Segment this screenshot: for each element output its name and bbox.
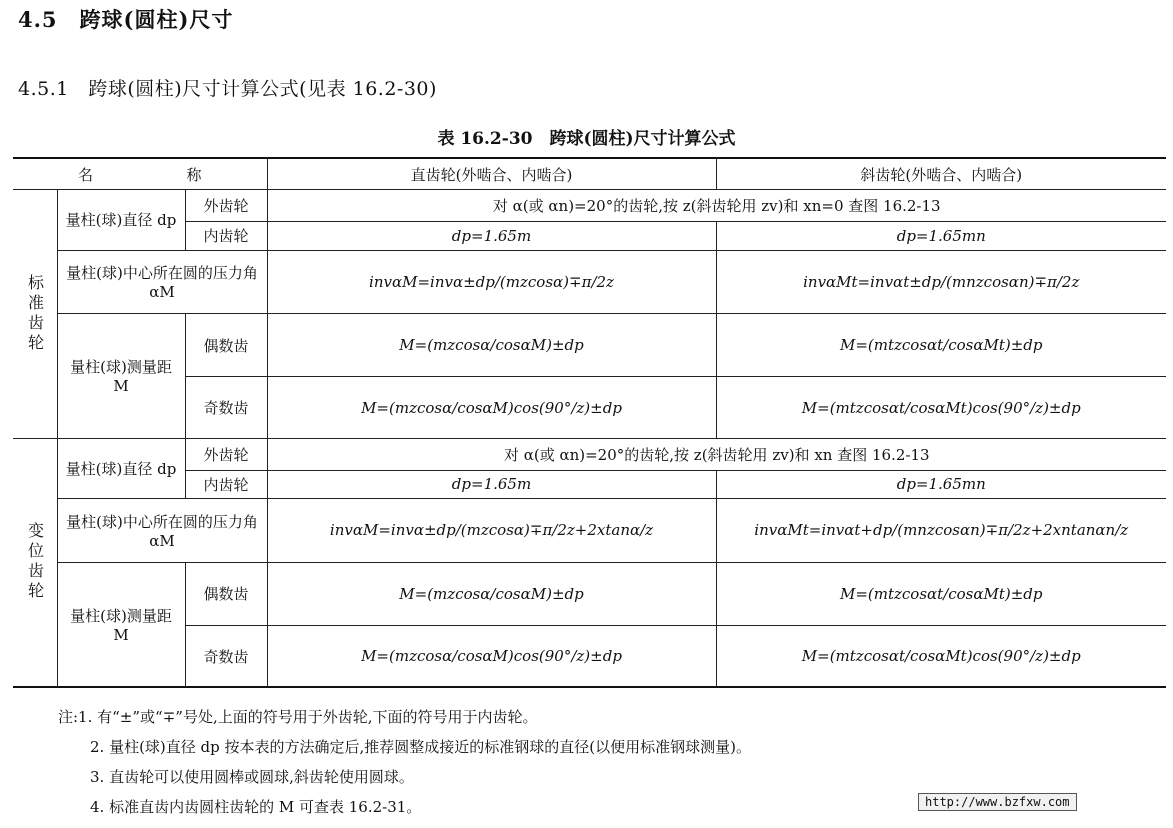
spur-even-formula: M=(mzcosα/cosαM)±dp (267, 562, 716, 625)
table-row (13, 499, 1166, 562)
gear-group-label: 标准齿轮 (13, 190, 57, 439)
gear-measurement-table (13, 157, 1166, 688)
table-row (13, 221, 1166, 250)
subsection-heading: 4.5.1 跨球(圆柱)尺寸计算公式(见表 16.2-30) (18, 78, 437, 100)
helical-internal-value: dp=1.65mn (716, 470, 1166, 499)
odd-teeth-label: 奇数齿 (185, 377, 267, 438)
helical-angle-formula: invαMt=invαt+dp/(mnzcosαn)∓π/2z+2xntanαn/z (716, 499, 1166, 562)
watermark-url: http://www.bzfxw.com (918, 793, 1077, 811)
table-row (13, 438, 1166, 470)
pressure-angle-label: 量柱(球)中心所在圆的压力角 αM (57, 499, 267, 562)
pin-diameter-label: 量柱(球)直径 dp (57, 190, 185, 250)
pressure-angle-label: 量柱(球)中心所在圆的压力角 αM (57, 250, 267, 313)
external-gear-label: 外齿轮 (185, 438, 267, 470)
table-caption: 表 16.2-30 跨球(圆柱)尺寸计算公式 (437, 129, 736, 149)
spur-internal-value: dp=1.65m (267, 470, 716, 499)
helical-odd-formula: M=(mtzcosαt/cosαMt)cos(90°/z)±dp (716, 626, 1166, 687)
external-gear-value: 对 α(或 αn)=20°的齿轮,按 z(斜齿轮用 zv)和 xn 查图 16.2-13 (267, 438, 1166, 470)
note-1: 注:1. 有“±”或“∓”号处,上面的符号用于外齿轮,下面的符号用于内齿轮。 (58, 708, 538, 726)
internal-gear-label: 内齿轮 (185, 221, 267, 250)
external-gear-label: 外齿轮 (185, 190, 267, 222)
helical-even-formula: M=(mtzcosαt/cosαMt)±dp (716, 314, 1166, 377)
note-2: 2. 量柱(球)直径 dp 按本表的方法确定后,推荐圆整成接近的标准钢球的直径(以便用标准钢球测量)。 (90, 738, 752, 756)
even-teeth-label: 偶数齿 (185, 562, 267, 625)
measurement-distance-label: 量柱(球)测量距 M (57, 314, 185, 439)
header-name-first: 名 (77, 165, 93, 184)
header-name-second: 称 (186, 165, 202, 184)
gear-group-label: 变位齿轮 (13, 438, 57, 687)
pin-diameter-label: 量柱(球)直径 dp (57, 438, 185, 498)
table-notes (58, 702, 751, 822)
header-spur: 直齿轮(外啮合、内啮合) (267, 158, 716, 190)
header-name-cell (13, 158, 267, 190)
section-heading: 4.5 跨球(圆柱)尺寸 (18, 7, 234, 32)
spur-odd-formula: M=(mzcosα/cosαM)cos(90°/z)±dp (267, 626, 716, 687)
measurement-distance-label: 量柱(球)测量距 M (57, 562, 185, 687)
spur-internal-value: dp=1.65m (267, 221, 716, 250)
spur-angle-formula: invαM=invα±dp/(mzcosα)∓π/2z+2xtanα/z (267, 499, 716, 562)
odd-teeth-label: 奇数齿 (185, 626, 267, 687)
table-row (13, 314, 1166, 377)
helical-internal-value: dp=1.65mn (716, 221, 1166, 250)
helical-even-formula: M=(mtzcosαt/cosαMt)±dp (716, 562, 1166, 625)
table-row (13, 470, 1166, 499)
table-row (13, 250, 1166, 313)
internal-gear-label: 内齿轮 (185, 470, 267, 499)
spur-angle-formula: invαM=invα±dp/(mzcosα)∓π/2z (267, 250, 716, 313)
even-teeth-label: 偶数齿 (185, 314, 267, 377)
spur-odd-formula: M=(mzcosα/cosαM)cos(90°/z)±dp (267, 377, 716, 438)
note-3: 3. 直齿轮可以使用圆棒或圆球,斜齿轮使用圆球。 (90, 768, 414, 786)
table-row (13, 377, 1166, 438)
table-row (13, 190, 1166, 222)
header-helical: 斜齿轮(外啮合、内啮合) (716, 158, 1166, 190)
table-row (13, 626, 1166, 687)
table-body (13, 190, 1166, 687)
table-row (13, 562, 1166, 625)
spur-even-formula: M=(mzcosα/cosαM)±dp (267, 314, 716, 377)
helical-odd-formula: M=(mtzcosαt/cosαMt)cos(90°/z)±dp (716, 377, 1166, 438)
note-4: 4. 标准直齿内齿圆柱齿轮的 M 可查表 16.2-31。 (90, 798, 422, 816)
table-header-row (13, 158, 1166, 190)
helical-angle-formula: invαMt=invαt±dp/(mnzcosαn)∓π/2z (716, 250, 1166, 313)
external-gear-value: 对 α(或 αn)=20°的齿轮,按 z(斜齿轮用 zv)和 xn=0 查图 16.2-13 (267, 190, 1166, 222)
